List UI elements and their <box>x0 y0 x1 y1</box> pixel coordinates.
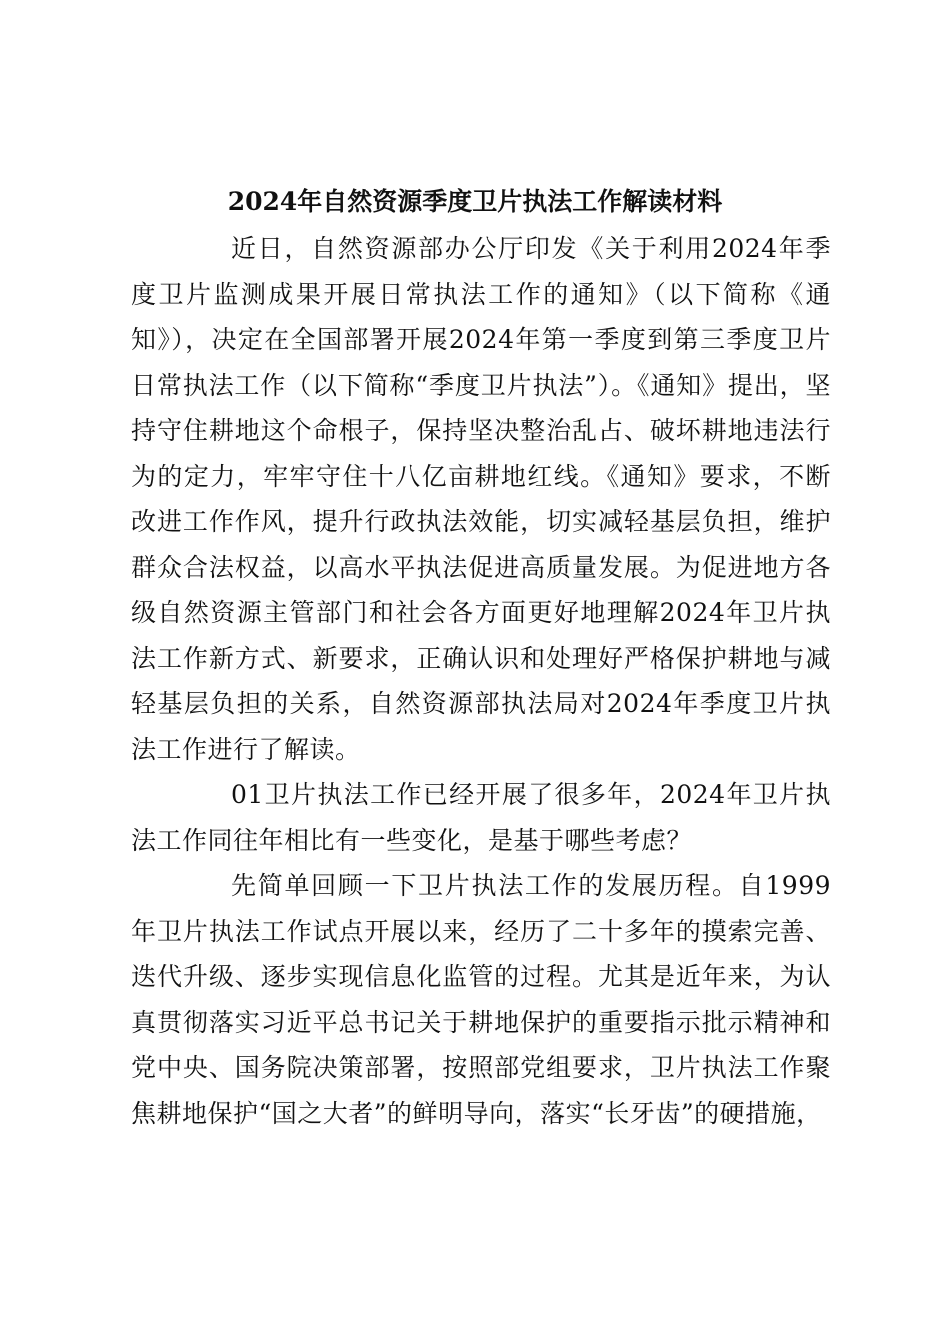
document-body <box>131 226 831 1136</box>
paragraph-answer-01: 先简单回顾一下卫片执法工作的发展历程。自1999年卫片执法工作试点开展以来，经历了二十多年的摸索完善、迭代升级、逐步实现信息化监管的过程。尤其是近年来，为认真贯彻落实习近平总书记关于耕地保护的重要指示批示精神和党中央、国务院决策部署，按照部党组要求，卫片执法工作聚焦耕地保护“国之大者”的鲜明导向，落实“长牙齿”的硬措施， <box>131 871 831 1128</box>
paragraph-intro: 近日，自然资源部办公厅印发《关于利用2024年季度卫片监测成果开展日常执法工作的通知》（以下简称《通知》），决定在全国部署开展2024年第一季度到第三季度卫片日常执法工作（以下简称“季度卫片执法”）。《通知》提出，坚持守住耕地这个命根子，保持坚决整治乱占、破坏耕地违法行为的定力，牢牢守住十八亿亩耕地红线。《通知》要求，不断改进工作作风，提升行政执法效能，切实减轻基层负担，维护群众合法权益，以高水平执法促进高质量发展。为促进地方各级自然资源主管部门和社会各方面更好地理解2024年卫片执法工作新方式、新要求，正确认识和处理好严格保护耕地与减轻基层负担的关系，自然资源部执法局对2024年季度卫片执法工作进行了解读。 <box>131 234 831 764</box>
document-title: 2024年自然资源季度卫片执法工作解读材料 <box>227 187 723 216</box>
paragraph-question-01: 01卫片执法工作已经开展了很多年，2024年卫片执法工作同往年相比有一些变化，是基于哪些考虑？ <box>131 780 831 855</box>
